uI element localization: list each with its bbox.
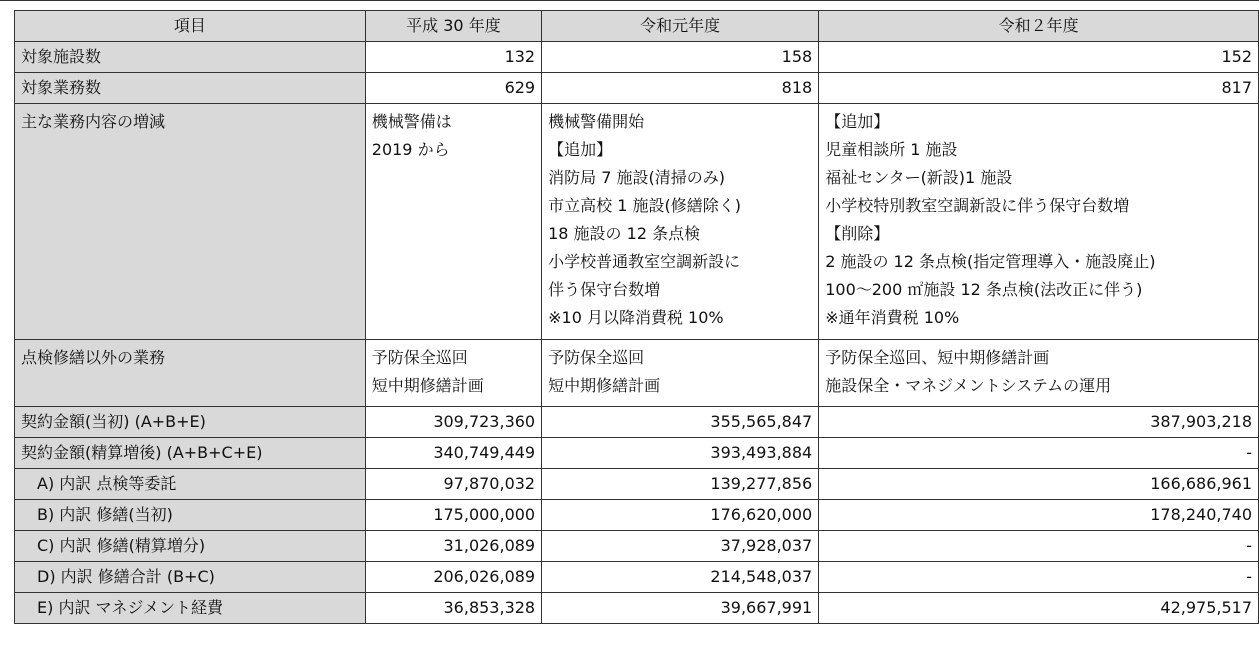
cell-r2: - — [819, 531, 1259, 562]
text-line: 機械警備は — [371, 112, 452, 131]
cell-h30: 629 — [365, 73, 541, 104]
row-changes — [15, 104, 1259, 340]
row-other-tasks — [15, 340, 1259, 407]
cell-h30: 175,000,000 — [365, 500, 541, 531]
col-header-r2: 令和２年度 — [819, 11, 1259, 42]
cell-r2: 42,975,517 — [819, 593, 1259, 624]
cell-r1: 214,548,037 — [542, 562, 819, 593]
row-label: 主な業務内容の増減 — [15, 104, 366, 340]
cell-r2: - — [819, 562, 1259, 593]
text-line: 施設保全・マネジメントシステムの運用 — [825, 376, 1112, 395]
col-header-h30: 平成 30 年度 — [365, 11, 541, 42]
row-breakdown-b — [15, 500, 1259, 531]
text-line: 予防保全巡回 — [548, 348, 645, 367]
row-contract-initial — [15, 407, 1259, 438]
cell-r1-lines — [542, 104, 819, 340]
text-line: 【追加】 — [825, 112, 890, 131]
text-line: 機械警備開始 — [548, 112, 645, 131]
cell-r2: 387,903,218 — [819, 407, 1259, 438]
cell-r2: 166,686,961 — [819, 469, 1259, 500]
cell-h30: 31,026,089 — [365, 531, 541, 562]
text-line: 児童相談所 1 施設 — [825, 140, 958, 159]
cell-r2: - — [819, 438, 1259, 469]
cell-h30-lines — [365, 340, 541, 407]
cell-r1: 39,667,991 — [542, 593, 819, 624]
cell-r1: 158 — [542, 42, 819, 73]
text-line: 小学校特別教室空調新設に伴う保守台数増 — [825, 196, 1130, 215]
row-label: B) 内訳 修繕(当初) — [15, 500, 366, 531]
text-line: 100～200 ㎡施設 12 条点検(法改正に伴う) — [825, 280, 1143, 299]
cell-h30-lines — [365, 104, 541, 340]
text-line: 【追加】 — [548, 140, 613, 159]
cell-r1: 818 — [542, 73, 819, 104]
text-line: 【削除】 — [825, 224, 890, 243]
row-facilities — [15, 42, 1259, 73]
cell-r1: 37,928,037 — [542, 531, 819, 562]
cell-r2-lines — [819, 340, 1259, 407]
text-line: 18 施設の 12 条点検 — [548, 224, 701, 243]
text-line: 伴う保守台数増 — [548, 280, 661, 299]
text-line: 予防保全巡回、短中期修繕計画 — [825, 348, 1050, 367]
text-line: ※10 月以降消費税 10% — [548, 308, 724, 327]
row-label: C) 内訳 修繕(精算増分) — [15, 531, 366, 562]
text-line: 市立高校 1 施設(修繕除く) — [548, 196, 741, 215]
cell-r2: 178,240,740 — [819, 500, 1259, 531]
cell-r1: 176,620,000 — [542, 500, 819, 531]
row-label: A) 内訳 点検等委託 — [15, 469, 366, 500]
row-breakdown-e — [15, 593, 1259, 624]
row-label: E) 内訳 マネジメント経費 — [15, 593, 366, 624]
col-header-item: 項目 — [15, 11, 366, 42]
cell-h30: 97,870,032 — [365, 469, 541, 500]
cell-r1: 393,493,884 — [542, 438, 819, 469]
cell-h30: 206,026,089 — [365, 562, 541, 593]
text-line: ※通年消費税 10% — [825, 308, 960, 327]
row-breakdown-d — [15, 562, 1259, 593]
row-tasks — [15, 73, 1259, 104]
row-label: 対象施設数 — [15, 42, 366, 73]
text-line: 消防局 7 施設(清掃のみ) — [548, 168, 725, 187]
row-label: 契約金額(当初) (A+B+E) — [15, 407, 366, 438]
cell-h30: 309,723,360 — [365, 407, 541, 438]
cell-h30: 132 — [365, 42, 541, 73]
cell-r2: 817 — [819, 73, 1259, 104]
col-header-r1: 令和元年度 — [542, 11, 819, 42]
text-line: 福祉センター(新設)1 施設 — [825, 168, 1013, 187]
row-breakdown-c — [15, 531, 1259, 562]
comparison-table — [14, 10, 1259, 624]
text-line: 予防保全巡回 — [371, 348, 468, 367]
row-label: D) 内訳 修繕合計 (B+C) — [15, 562, 366, 593]
row-label: 契約金額(精算増後) (A+B+C+E) — [15, 438, 366, 469]
row-contract-settled — [15, 438, 1259, 469]
cell-h30: 36,853,328 — [365, 593, 541, 624]
text-line: 短中期修繕計画 — [371, 376, 484, 395]
text-line: 小学校普通教室空調新設に — [548, 252, 741, 271]
top-rule — [0, 0, 1259, 1]
cell-r1-lines — [542, 340, 819, 407]
header-row — [15, 11, 1259, 42]
row-label: 点検修繕以外の業務 — [15, 340, 366, 407]
cell-r2-lines — [819, 104, 1259, 340]
cell-r1: 355,565,847 — [542, 407, 819, 438]
cell-r1: 139,277,856 — [542, 469, 819, 500]
row-label: 対象業務数 — [15, 73, 366, 104]
text-line: 2019 から — [371, 140, 450, 159]
row-breakdown-a — [15, 469, 1259, 500]
cell-r2: 152 — [819, 42, 1259, 73]
text-line: 2 施設の 12 条点検(指定管理導入・施設廃止) — [825, 252, 1156, 271]
cell-h30: 340,749,449 — [365, 438, 541, 469]
text-line: 短中期修繕計画 — [548, 376, 661, 395]
